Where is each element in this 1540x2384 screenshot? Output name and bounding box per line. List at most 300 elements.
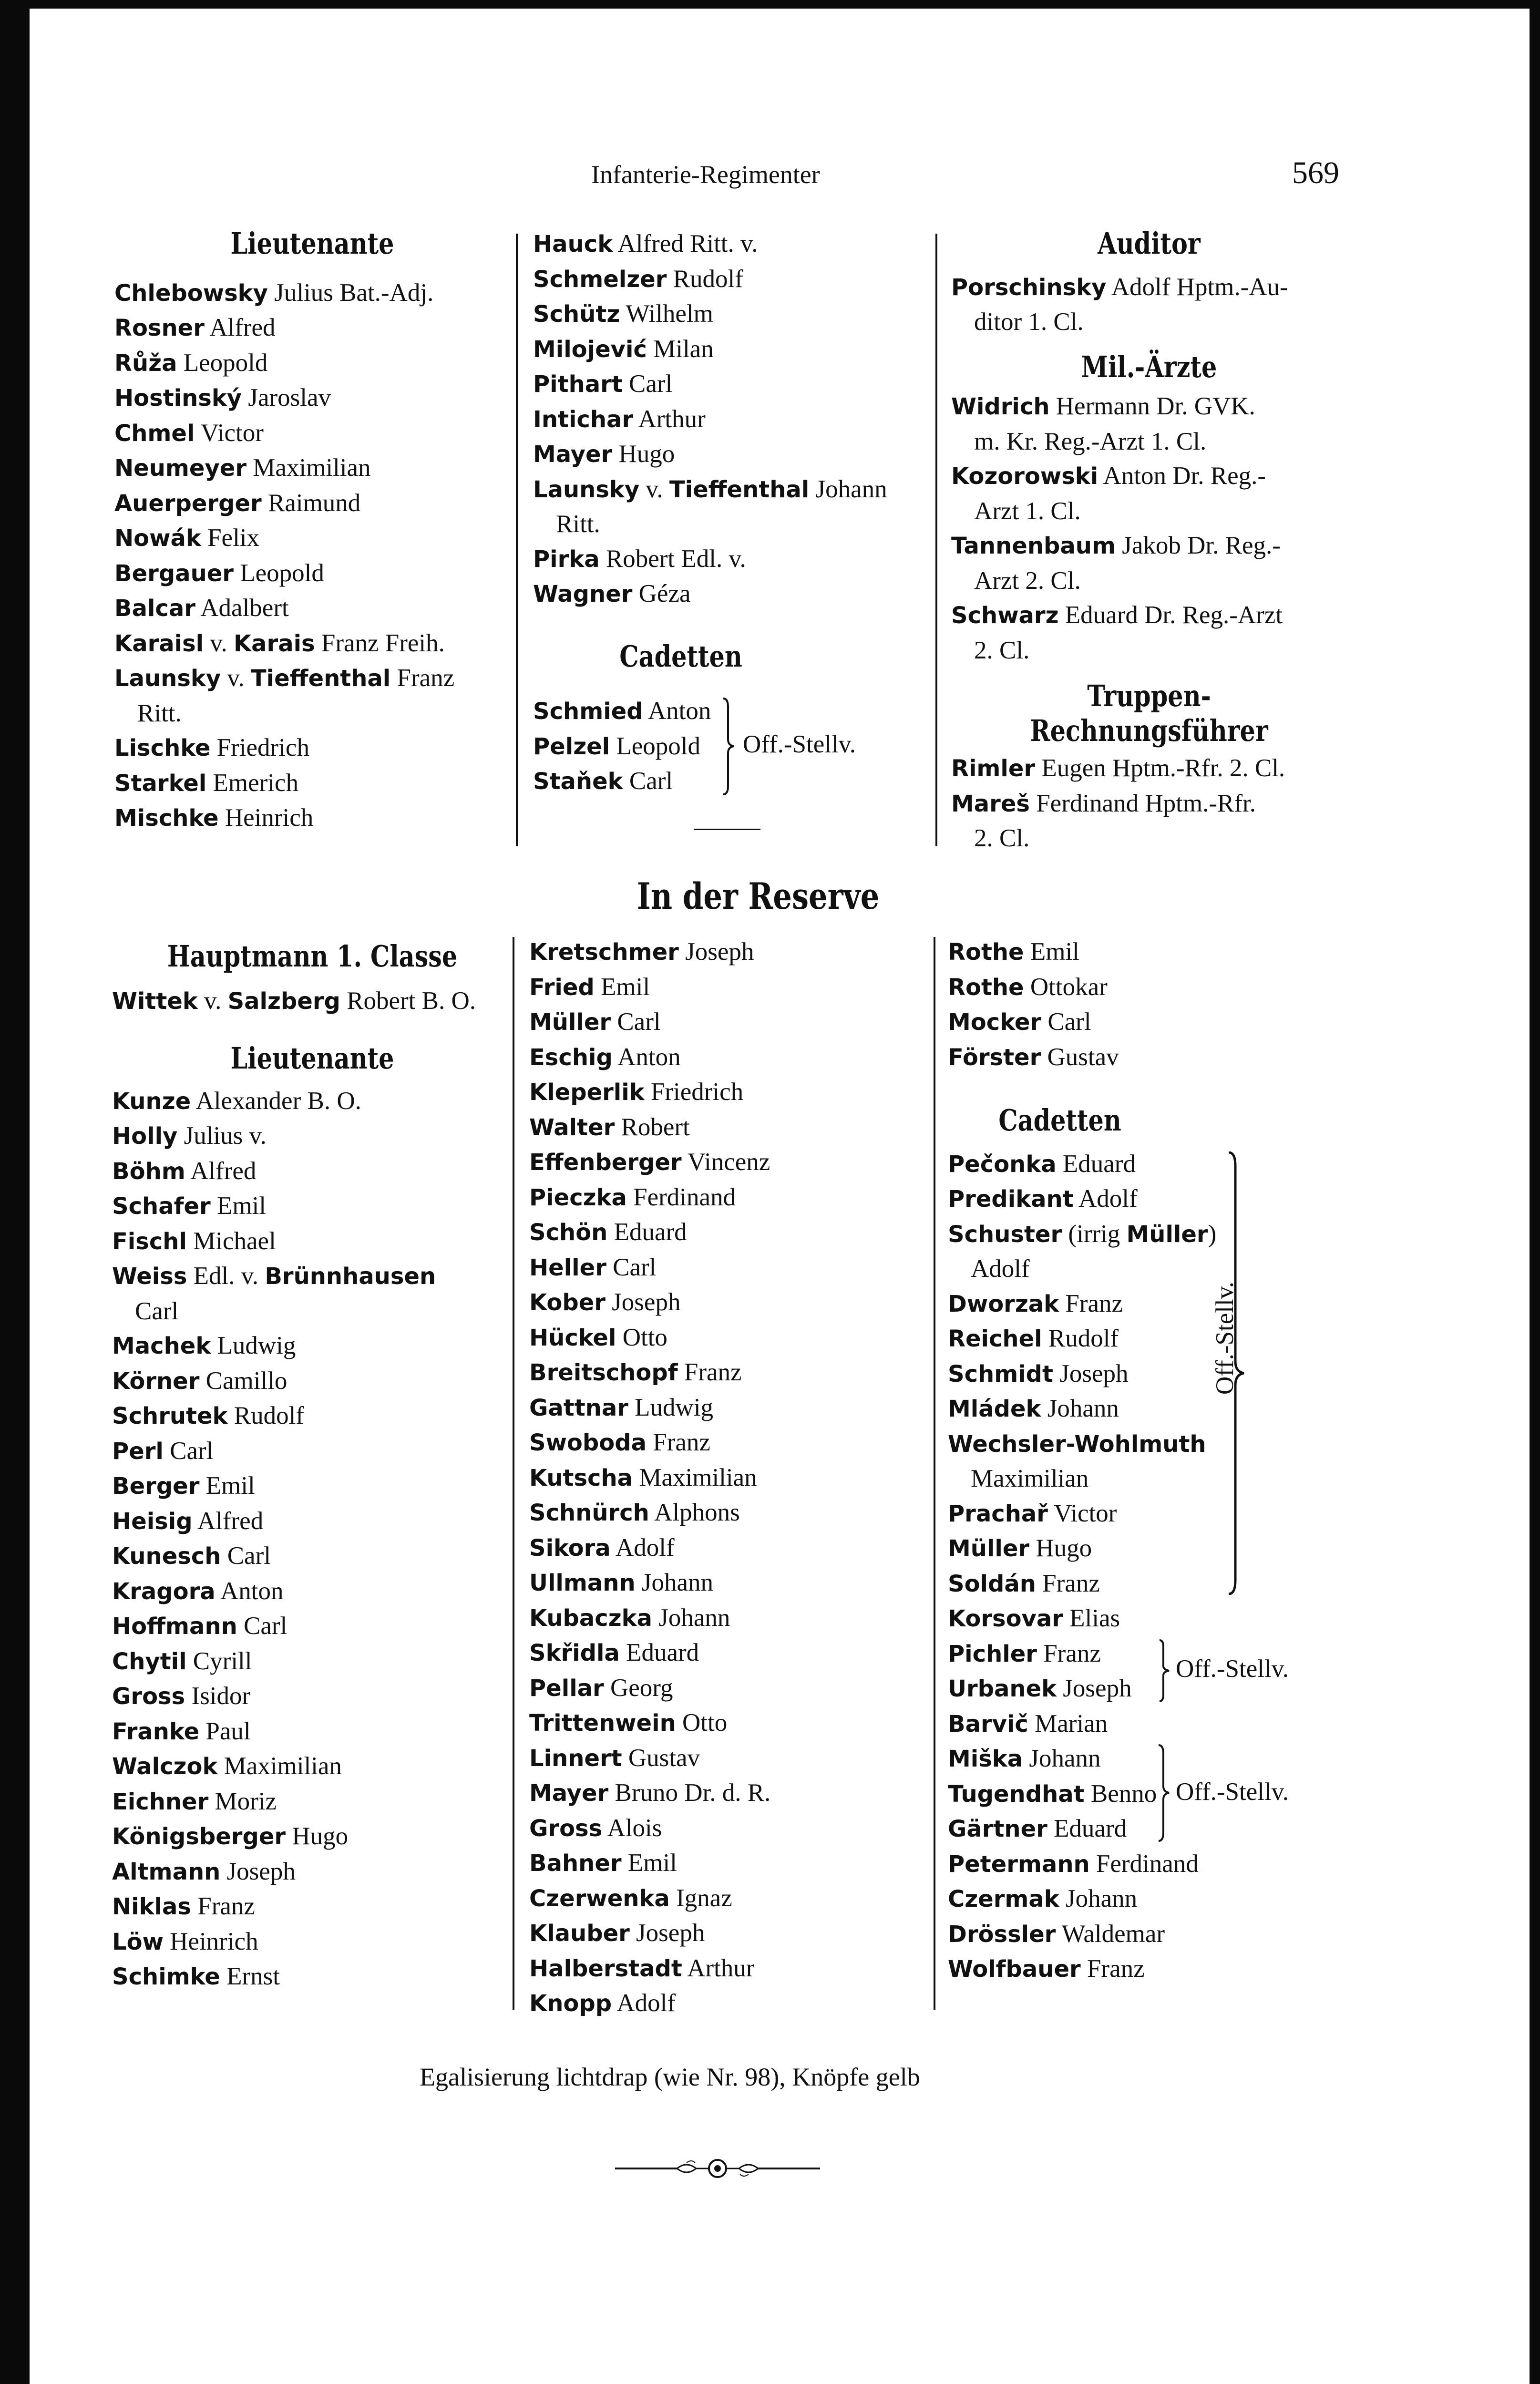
entry-continuation xyxy=(948,1461,1367,1496)
entry-text: Milan xyxy=(647,335,714,363)
surname: Schrutek xyxy=(112,1403,228,1429)
entry-text: Leopold xyxy=(177,349,268,377)
surname: Pieczka xyxy=(529,1184,627,1211)
entry-line xyxy=(529,1320,930,1356)
surname: Gärtner xyxy=(948,1816,1047,1842)
entry-line xyxy=(529,1355,930,1390)
heading-hauptmann: Hauptmann 1. Classe xyxy=(167,939,458,974)
surname: Wolfbauer xyxy=(948,1956,1081,1983)
surname: Tugendhat xyxy=(948,1780,1085,1808)
surname: Kunze xyxy=(112,1088,191,1115)
entry-line xyxy=(951,528,1347,564)
entry-text: Carl xyxy=(611,1008,661,1036)
surname: Pellar xyxy=(529,1675,604,1702)
entry-line xyxy=(529,1215,930,1250)
entry-continuation xyxy=(951,633,1347,668)
surname: Mayer xyxy=(529,1780,609,1807)
surname: Kozorowski xyxy=(951,463,1099,490)
bottom-column-1 xyxy=(112,935,513,1994)
surname: Porschinsky xyxy=(951,274,1107,301)
surname: Schafer xyxy=(112,1193,211,1220)
entry-line xyxy=(112,1434,513,1469)
entry-text: Emil xyxy=(210,1192,267,1220)
entry-line xyxy=(529,1145,930,1180)
surname: Intichar xyxy=(533,406,634,433)
entry-line xyxy=(112,1398,513,1434)
surname: Fischl xyxy=(112,1228,187,1255)
surname: Gattnar xyxy=(529,1394,628,1421)
entry-line xyxy=(112,1609,513,1644)
entry-text: Johann xyxy=(809,475,887,503)
entry-text: Hugo xyxy=(1029,1534,1092,1562)
cadetten-group xyxy=(533,694,938,799)
heading-lieutenante-reserve: Lieutenante xyxy=(230,1041,394,1076)
surname: Eichner xyxy=(112,1788,209,1815)
entry-line xyxy=(948,1847,1367,1882)
column-rule xyxy=(513,937,514,2010)
entry-continuation xyxy=(948,1252,1367,1286)
short-rule xyxy=(694,829,760,830)
entry-text: Bruno Dr. d. R. xyxy=(608,1779,771,1807)
entry-list xyxy=(529,935,930,2021)
entry-line xyxy=(529,1531,930,1566)
entry-text: Carl xyxy=(163,1437,214,1465)
surname-part: Salzberg xyxy=(227,987,340,1015)
entry-text: Adalbert xyxy=(195,594,289,622)
entry-text: Emil xyxy=(621,1849,677,1877)
entry-line xyxy=(948,1040,1367,1075)
entry-line xyxy=(529,970,930,1005)
surname: Mareš xyxy=(951,790,1030,817)
entry-line xyxy=(948,1182,1367,1217)
entry-line xyxy=(114,626,510,661)
surname-part: Tieffenthal xyxy=(250,665,391,692)
surname: Mládek xyxy=(948,1396,1041,1422)
entry-text: 2. Cl. xyxy=(974,824,1030,852)
entry-list xyxy=(948,935,1367,1075)
entry-text: Maximilian xyxy=(633,1463,757,1491)
entry-text: Vincenz xyxy=(681,1148,770,1176)
entry-text: m. Kr. Reg.-Arzt 1. Cl. xyxy=(974,427,1207,455)
entry-text: Ottokar xyxy=(1024,973,1108,1001)
surname: Ullmann xyxy=(529,1570,636,1596)
entry-text: Emil xyxy=(1024,938,1079,966)
entry-text: Julius Bat.-Adj. xyxy=(267,278,434,307)
entry-line xyxy=(948,1601,1367,1636)
entry-text: Ludwig xyxy=(211,1332,296,1359)
surname: Schön xyxy=(529,1219,608,1246)
entry-text: Victor xyxy=(1047,1499,1117,1527)
surname-part: Karais xyxy=(233,630,315,657)
entry-text: Franz xyxy=(191,1892,255,1920)
entry-line xyxy=(114,310,510,346)
surname: Heisig xyxy=(112,1508,193,1535)
surname: Kober xyxy=(529,1289,606,1316)
surname: Miška xyxy=(948,1746,1023,1772)
top-column-3 xyxy=(951,226,1347,856)
running-head: Infanterie-Regimenter xyxy=(591,160,820,189)
surname: Wagner xyxy=(533,581,633,607)
surname: Prachař xyxy=(948,1500,1048,1527)
entry-list xyxy=(948,1601,1367,1636)
entry-line xyxy=(112,1504,513,1539)
entry-continuation xyxy=(951,564,1347,598)
entry-text: Eduard xyxy=(607,1218,687,1246)
surname: Wechsler-Wohlmuth xyxy=(948,1430,1206,1458)
entry-line xyxy=(529,1460,930,1496)
surname: Soldán xyxy=(948,1570,1036,1597)
surname: Klauber xyxy=(529,1920,630,1947)
entry-text: Alois xyxy=(602,1814,662,1842)
entry-line xyxy=(529,1180,930,1215)
entry-text: Joseph xyxy=(629,1919,705,1947)
top-column-1 xyxy=(114,226,510,836)
entry-text: Alfred Ritt. v. xyxy=(613,230,758,257)
entry-text: Emerich xyxy=(206,769,298,797)
entry-line xyxy=(529,1040,930,1075)
entry-line xyxy=(112,1854,513,1890)
entry-line xyxy=(529,1671,930,1706)
surname: Schütz xyxy=(533,301,620,328)
entry-text: Maximilian xyxy=(217,1752,342,1780)
entry-text: Gustav xyxy=(1041,1043,1119,1071)
entry-text: Eduard xyxy=(619,1639,699,1666)
surname: Körner xyxy=(112,1367,200,1395)
surname: Drössler xyxy=(948,1921,1056,1948)
surname: Predikant xyxy=(948,1186,1074,1213)
entry-line xyxy=(533,367,938,402)
entry-text: Moriz xyxy=(208,1787,277,1815)
entry-line xyxy=(112,1154,513,1189)
surname: Löw xyxy=(112,1928,164,1955)
entry-text: Franz xyxy=(1080,1955,1145,1983)
entry-text: Hugo xyxy=(286,1822,349,1850)
entry-line xyxy=(529,1881,930,1916)
entry-line xyxy=(112,984,513,1019)
surname: Starkel xyxy=(114,770,207,797)
entry-line xyxy=(948,935,1367,970)
surname: Königsberger xyxy=(112,1823,286,1850)
surname: Hoffmann xyxy=(112,1613,237,1640)
entry-text: Anton xyxy=(643,697,711,725)
entry-text: Felix xyxy=(201,524,260,552)
brace-icon xyxy=(1158,1639,1171,1702)
surname: Schmelzer xyxy=(533,266,667,293)
entry-text: Leopold xyxy=(610,732,701,760)
entry-list xyxy=(951,270,1347,339)
entry-line xyxy=(951,270,1347,305)
column-rule xyxy=(934,937,935,2010)
entry-text: Carl xyxy=(221,1542,271,1570)
entry-line xyxy=(112,1259,513,1294)
surname: Franke xyxy=(112,1718,200,1745)
scan-edge-top xyxy=(0,0,1540,9)
entry-line xyxy=(948,1881,1367,1917)
bottom-column-2 xyxy=(529,935,930,2021)
entry-line xyxy=(948,1427,1367,1462)
surname: Launsky xyxy=(114,665,221,692)
surname: Mocker xyxy=(948,1009,1042,1036)
surname: Milojević xyxy=(533,336,647,363)
entry-line xyxy=(533,332,938,367)
entry-text: Johann xyxy=(1059,1885,1138,1912)
surname: Mayer xyxy=(533,441,613,468)
brace-icon xyxy=(1157,1744,1171,1842)
surname: Fried xyxy=(529,974,595,1001)
surname: Rothe xyxy=(948,939,1024,966)
surname: Auerperger xyxy=(114,490,262,517)
entry-line xyxy=(948,1147,1367,1182)
entry-line xyxy=(529,1390,930,1426)
entry-text: Anton Dr. Reg.- xyxy=(1098,462,1266,490)
entry-text: Marian xyxy=(1028,1709,1108,1737)
off-stellv-label: Off.-Stellv. xyxy=(1176,1654,1289,1683)
entry-line xyxy=(951,598,1347,633)
entry-line xyxy=(948,1356,1367,1392)
surname: Neumeyer xyxy=(114,455,246,482)
entry-text: Johann xyxy=(1023,1745,1101,1772)
surname: Dworzak xyxy=(948,1290,1059,1317)
entry-text: Arthur xyxy=(682,1954,755,1982)
entry-line xyxy=(948,1496,1367,1531)
entry-text: Jakob Dr. Reg.- xyxy=(1115,532,1281,559)
entry-text: Julius v. xyxy=(177,1122,267,1150)
entry-text: Edl. v. xyxy=(187,1262,265,1290)
entry-text: 2. Cl. xyxy=(974,636,1030,664)
column-rule xyxy=(935,234,937,846)
entry-text: Hermann Dr. GVK. xyxy=(1049,392,1255,420)
entry-text: Alphons xyxy=(649,1499,740,1526)
entry-line xyxy=(533,542,938,577)
entry-line xyxy=(529,1776,930,1811)
entry-list xyxy=(951,751,1347,856)
entry-line xyxy=(533,576,938,612)
entry-line xyxy=(114,416,510,451)
surname: Schwarz xyxy=(951,602,1059,629)
column-rule xyxy=(516,234,518,846)
entry-line xyxy=(948,1531,1367,1566)
surname: Müller xyxy=(529,1009,611,1036)
entry-text: Robert xyxy=(615,1113,690,1141)
entry-text: Jaroslav xyxy=(242,384,331,411)
entry-text: v. xyxy=(639,475,669,503)
entry-text: Friedrich xyxy=(210,734,309,761)
surname-part: Tieffenthal xyxy=(669,476,810,503)
entry-line xyxy=(529,1916,930,1951)
surname: Korsovar xyxy=(948,1605,1063,1632)
surname: Barvič xyxy=(948,1710,1028,1737)
entry-text: Ignaz xyxy=(669,1884,732,1912)
surname: Machek xyxy=(112,1333,211,1359)
entry-text: Heinrich xyxy=(218,804,314,832)
entry-line xyxy=(529,1110,930,1145)
entry-text: Ritt. xyxy=(137,699,182,727)
surname-part: Müller xyxy=(1126,1221,1208,1248)
entry-text: Georg xyxy=(604,1674,673,1702)
entry-text: Franz xyxy=(646,1428,710,1456)
cadetten-group-3 xyxy=(948,1741,1367,1847)
entry-list xyxy=(951,389,1347,668)
surname: Pithart xyxy=(533,371,623,398)
entry-text: Adolf xyxy=(610,1533,675,1562)
entry-text: Hugo xyxy=(612,440,675,468)
entry-text: Michael xyxy=(186,1227,276,1255)
entry-line xyxy=(529,1250,930,1285)
entry-text: Paul xyxy=(199,1717,251,1745)
entry-list xyxy=(948,1147,1367,1602)
surname: Hostinský xyxy=(114,385,242,411)
surname: Knopp xyxy=(529,1990,612,2017)
entry-text: Carl xyxy=(606,1253,657,1281)
entry-text: Johann xyxy=(1041,1395,1119,1422)
entry-line xyxy=(533,764,938,799)
surname: Chlebowsky xyxy=(114,279,268,307)
surname: Bahner xyxy=(529,1850,622,1877)
entry-text: Franz xyxy=(678,1358,742,1386)
entry-text: Ernst xyxy=(220,1963,280,1990)
entry-line xyxy=(533,472,938,507)
entry-text: Elias xyxy=(1063,1604,1120,1632)
surname: Kutscha xyxy=(529,1464,633,1491)
surname: Staňek xyxy=(533,768,623,795)
surname: Gross xyxy=(529,1815,603,1842)
entry-text: (irrig xyxy=(1062,1220,1127,1248)
surname-part: Brünnhausen xyxy=(265,1263,436,1290)
brace-icon xyxy=(721,698,736,795)
entry-text: Robert Edl. v. xyxy=(599,545,746,573)
surname: Breitschopf xyxy=(529,1359,678,1386)
heading-lieutenante: Lieutenante xyxy=(230,226,394,261)
entry-line xyxy=(529,1565,930,1601)
entry-text: Franz xyxy=(1037,1639,1101,1667)
surname: Swoboda xyxy=(529,1429,647,1456)
entry-list xyxy=(112,984,513,1019)
surname: Berger xyxy=(112,1473,200,1500)
entry-continuation xyxy=(951,494,1347,529)
entry-line xyxy=(112,1644,513,1679)
entry-list xyxy=(948,1847,1367,1987)
entry-text: Franz xyxy=(1059,1289,1123,1317)
entry-line xyxy=(112,1679,513,1714)
entry-line xyxy=(948,1321,1367,1356)
surname: Růža xyxy=(114,349,177,377)
entry-line xyxy=(114,801,510,836)
entry-text: Alexander B. O. xyxy=(191,1087,361,1115)
entry-text: v. xyxy=(221,664,251,692)
entry-text: Isidor xyxy=(185,1682,251,1710)
entry-line xyxy=(529,1951,930,1986)
entry-line xyxy=(114,521,510,556)
surname: Perl xyxy=(112,1438,164,1465)
entry-line xyxy=(112,1714,513,1749)
entry-line xyxy=(533,226,938,262)
entry-line xyxy=(533,262,938,297)
surname: Kubaczka xyxy=(529,1604,652,1632)
entry-line xyxy=(529,1846,930,1881)
entry-line xyxy=(951,459,1347,494)
entry-text: Wilhelm xyxy=(620,300,713,328)
surname: Kretschmer xyxy=(529,939,679,966)
surname: Halberstadt xyxy=(529,1955,682,1982)
surname: Sikora xyxy=(529,1534,611,1562)
entry-text: Ludwig xyxy=(628,1393,714,1421)
entry-line xyxy=(948,1706,1367,1742)
entry-text: Carl xyxy=(623,767,673,795)
entry-text: ) xyxy=(1208,1220,1217,1248)
entry-line xyxy=(951,751,1347,786)
top-column-2 xyxy=(533,226,938,799)
surname: Schnürch xyxy=(529,1500,649,1526)
entry-text: Leopold xyxy=(233,559,324,587)
off-stellv-label: Off.-Stellv. xyxy=(743,730,856,758)
entry-line xyxy=(948,1005,1367,1040)
entry-line xyxy=(114,346,510,381)
entry-continuation xyxy=(114,696,510,731)
entry-text: Anton xyxy=(612,1043,681,1071)
entry-line xyxy=(114,591,510,626)
surname: Rimler xyxy=(951,755,1036,782)
entry-text: Alfred xyxy=(192,1507,264,1535)
surname: Kleperlik xyxy=(529,1079,645,1106)
entry-line xyxy=(533,694,938,729)
entry-text: Benno xyxy=(1084,1779,1157,1808)
entry-text: Arthur xyxy=(633,405,706,433)
surname: Rosner xyxy=(114,315,205,341)
entry-line xyxy=(948,1952,1367,1987)
entry-text: Adolf xyxy=(971,1255,1030,1283)
surname: Hückel xyxy=(529,1324,616,1351)
entry-text: Carl xyxy=(135,1297,179,1325)
entry-list xyxy=(114,276,510,836)
entry-text: Franz Freih. xyxy=(315,629,445,657)
entry-text: Rudolf xyxy=(1042,1325,1119,1352)
entry-line xyxy=(114,766,510,801)
entry-line xyxy=(529,1601,930,1636)
entry-line xyxy=(529,1425,930,1460)
surname: Launsky xyxy=(533,476,640,503)
entry-line xyxy=(112,1084,513,1119)
surname: Chmel xyxy=(114,420,195,447)
surname: Kunesch xyxy=(112,1543,221,1570)
surname: Urbanek xyxy=(948,1675,1057,1702)
surname: Bergauer xyxy=(114,560,234,587)
entry-text: Otto xyxy=(676,1709,728,1737)
entry-text: Adolf xyxy=(1073,1185,1138,1213)
entry-line xyxy=(533,297,938,332)
entry-line xyxy=(951,786,1347,822)
entry-text: Ferdinand xyxy=(1089,1850,1199,1878)
surname: Tannenbaum xyxy=(951,533,1116,559)
entry-list xyxy=(533,226,938,612)
entry-continuation xyxy=(112,1294,513,1329)
surname: Pečonka xyxy=(948,1151,1057,1178)
entry-text: v. xyxy=(204,629,234,657)
surname: Schuster xyxy=(948,1221,1062,1248)
surname: Reichel xyxy=(948,1326,1042,1352)
entry-text: Joseph xyxy=(605,1288,681,1316)
entry-line xyxy=(112,1364,513,1399)
heading-mil-aerzte: Mil.-Ärzte xyxy=(1081,349,1217,384)
surname: Skřidla xyxy=(529,1640,620,1666)
entry-text: Franz xyxy=(390,664,455,692)
entry-line xyxy=(112,1889,513,1924)
surname: Walczok xyxy=(112,1753,218,1780)
entry-text: Rudolf xyxy=(227,1402,304,1429)
heading-cadetten: Cadetten xyxy=(619,638,742,674)
entry-line xyxy=(951,389,1347,424)
entry-continuation xyxy=(533,507,938,542)
entry-list xyxy=(533,694,938,799)
